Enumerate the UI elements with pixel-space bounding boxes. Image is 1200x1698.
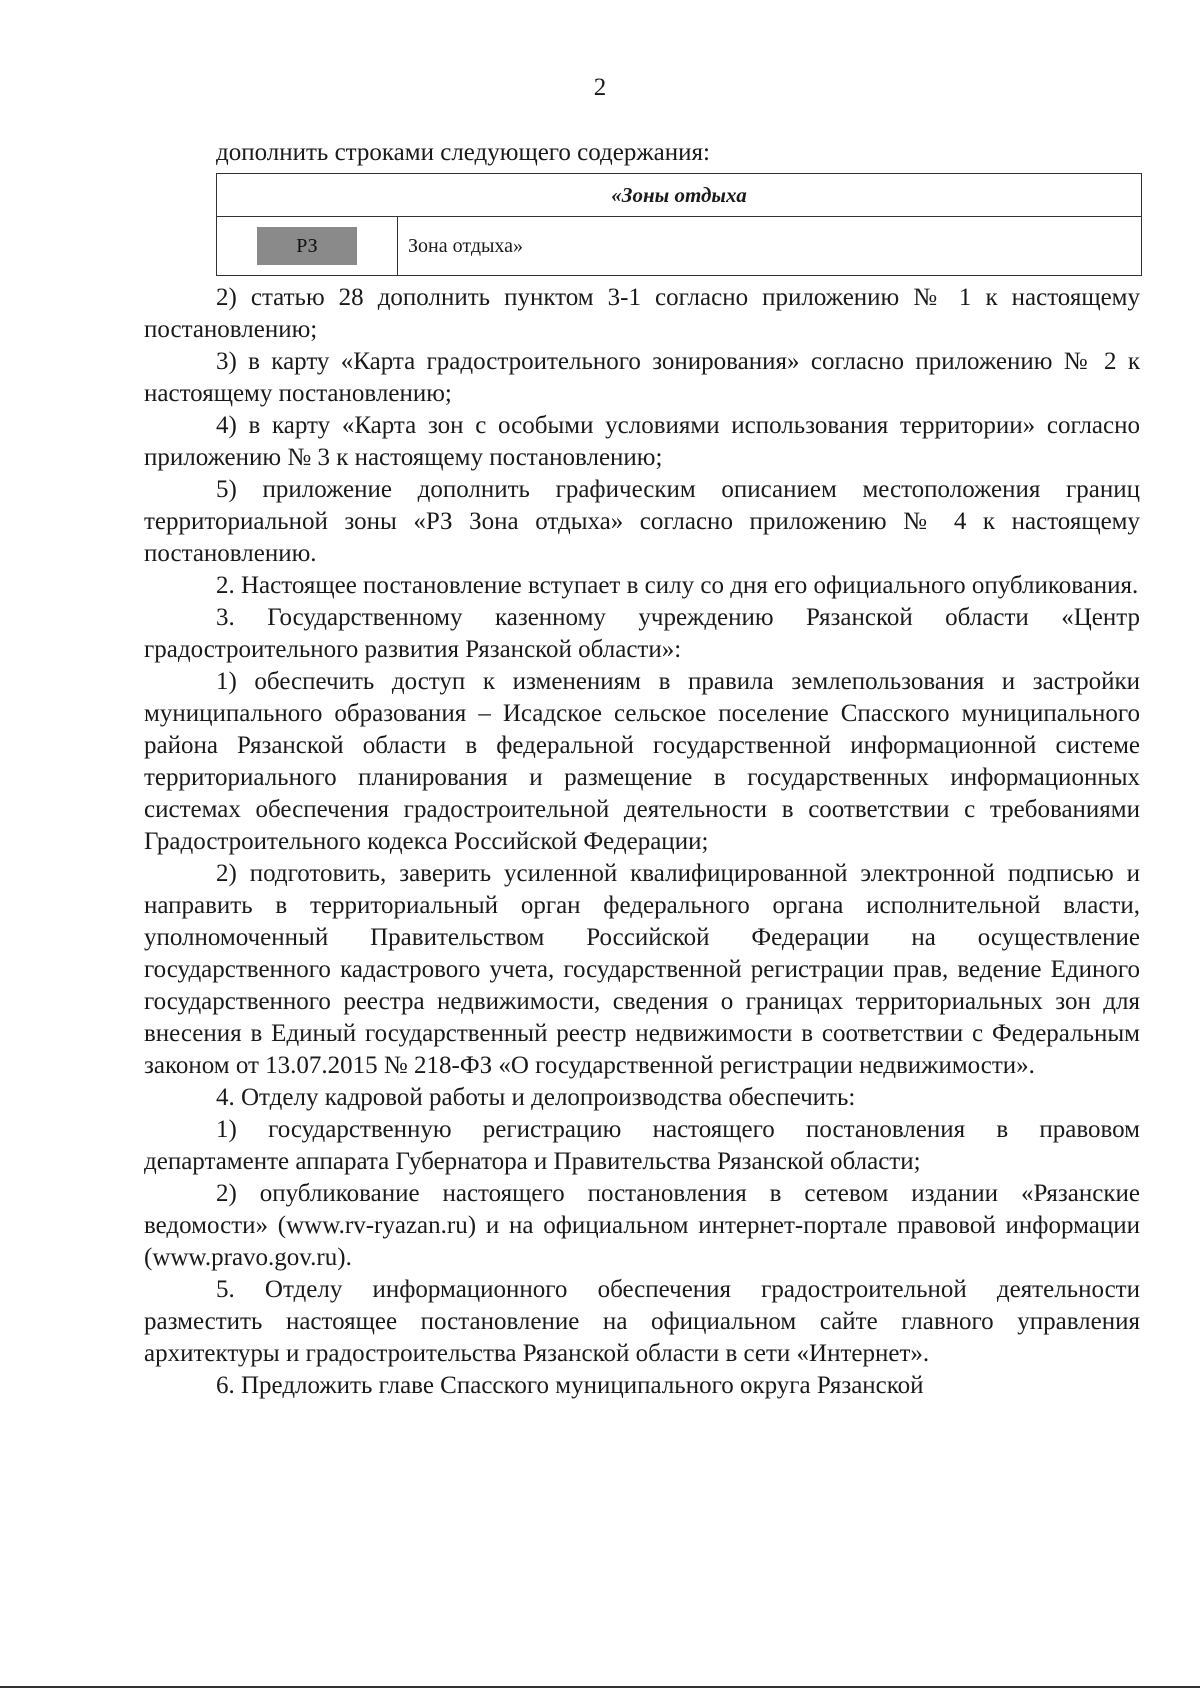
paragraph: 2) опубликование настоящего постановления в сетевом издании «Рязанские ведомости» (www.rv-ryazan.ru) и на официальном интернет-портале правовой информации (www.pravo.gov.ru). bbox=[144, 1180, 1140, 1271]
table-header-row bbox=[217, 174, 1142, 217]
paragraph: 3. Государственному казенному учреждению Рязанской области «Центр градостроительного развития Рязанской области»: bbox=[144, 604, 1140, 663]
paragraph: 2) статью 28 дополнить пунктом 3-1 согласно приложению № 1 к настоящему постановлению; bbox=[144, 284, 1140, 343]
paragraph: 3) в карту «Карта градостроительного зонирования» согласно приложению № 2 к настоящему постановлению; bbox=[144, 348, 1140, 407]
paragraph: 4) в карту «Карта зон с особыми условиями использования территории» согласно приложению № 3 к настоящему постановлению; bbox=[144, 412, 1140, 471]
paragraph: 5. Отделу информационного обеспечения градостроительной деятельности разместить настоящее постановление на официальном сайте главного управления архитектуры и градостроительства Рязанской области в сети «Интернет». bbox=[144, 1276, 1140, 1367]
paragraph: 6. Предложить главе Спасского муниципального округа Рязанской bbox=[216, 1372, 924, 1399]
table-header-cell: «Зоны отдыха bbox=[217, 174, 1142, 217]
intro-line: дополнить строками следующего содержания: bbox=[216, 139, 710, 166]
paragraph: 1) обеспечить доступ к изменениям в правила землепользования и застройки муниципального образования – Исадское сельское поселение Спасского муниципального района Рязанской области в федеральной государственной информационной системе территориального планирования и размещение в государственных информационных системах обеспечения градостроительной деятельности в соответствии с требованиями Градостроительного кодекса Российской Федерации; bbox=[144, 668, 1140, 855]
document-body bbox=[144, 282, 1140, 1402]
paragraph: 4. Отделу кадровой работы и делопроизводства обеспечить: bbox=[216, 1084, 856, 1111]
bottom-divider bbox=[0, 1686, 1200, 1688]
paragraph: 2) подготовить, заверить усиленной квалифицированной электронной подписью и направить в территориальный орган федерального органа исполнительной власти, уполномоченный Правительством Российской Федерации на осуществление государственного кадастрового учета, государственной регистрации прав, ведение Единого государственного реестра недвижимости, сведения о границах территориальных зон для внесения в Единый государственный реестр недвижимости в соответствии с Федеральным законом от 13.07.2015 № 218-ФЗ «О государственной регистрации недвижимости». bbox=[144, 860, 1140, 1079]
zone-code-cell bbox=[217, 217, 398, 276]
paragraph: 2. Настоящее постановление вступает в силу со дня его официального опубликования. bbox=[216, 572, 1139, 599]
paragraph: 1) государственную регистрацию настоящего постановления в правовом департаменте аппарата Губернатора и Правительства Рязанской области; bbox=[144, 1116, 1140, 1175]
page-number: 2 bbox=[593, 74, 607, 101]
zone-code-badge: РЗ bbox=[257, 227, 357, 265]
table-row bbox=[217, 217, 1142, 276]
zones-table bbox=[216, 173, 1142, 276]
paragraph: 5) приложение дополнить графическим описанием местоположения границ территориальной зоны «РЗ Зона отдыха» согласно приложению № 4 к настоящему постановлению. bbox=[144, 476, 1140, 567]
zone-name-cell: Зона отдыха» bbox=[398, 217, 1142, 276]
